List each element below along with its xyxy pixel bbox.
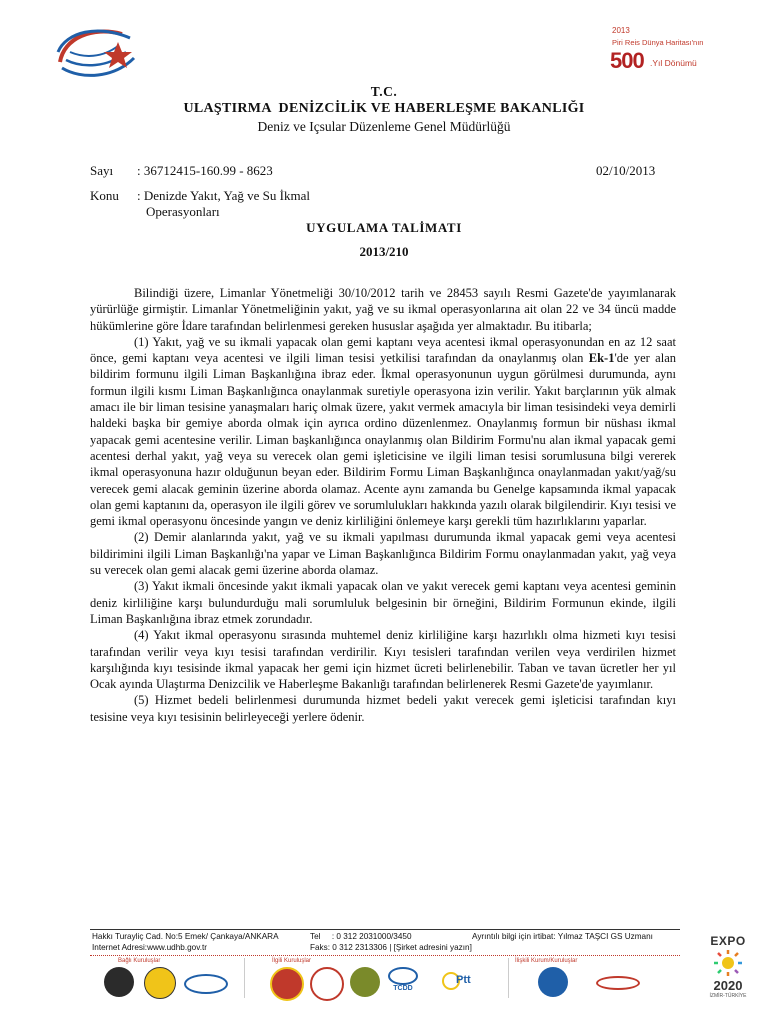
paragraph-1-bold-ek1: Ek-1	[588, 351, 615, 366]
agency-logo-8-icon	[596, 976, 640, 990]
ptt-logo-text: Ptt	[456, 974, 471, 986]
konu-line2: Operasyonları	[146, 204, 220, 219]
anniversary-suffix: .Yıl Dönümü	[650, 58, 697, 68]
group-label-bagli: Bağlı Kuruluşlar	[118, 958, 161, 964]
footer-logo-strip	[90, 955, 680, 1001]
anniversary-year: 2013	[612, 26, 630, 35]
document-title: UYGULAMA TALİMATI	[306, 220, 462, 235]
expo-2020-logo	[698, 934, 758, 1016]
agency-logo-6-icon	[350, 967, 380, 997]
expo-sun-icon	[708, 948, 748, 978]
agency-logo-3-icon	[184, 974, 228, 994]
agency-logo-7-icon	[538, 967, 568, 997]
footer-web: Internet Adresi:www.udhb.gov.tr	[92, 943, 207, 952]
document-date: 02/10/2013	[596, 163, 656, 178]
document-body	[90, 285, 676, 725]
konu-label: Konu	[90, 188, 119, 203]
sayi-value: : 36712415-160.99 - 8623	[137, 163, 273, 178]
paragraph-3: (3) Yakıt ikmali öncesinde yakıt ikmali yapacak olan ve yakıt verecek gemi kaptanı veya acentesi geminin deniz kirliliğine karşı bulundurduğu mali sorumluluk belgesinin bir örneğini, Bildirim Formunun ekinde, ilgili Liman Başkanlığına ibraz etmek zorundadır.	[90, 579, 676, 626]
footer-divider	[90, 929, 680, 930]
expo-year: 2020	[713, 978, 743, 993]
paragraph-5: (5) Hizmet bedeli belirlenmesi durumunda hizmet bedeli yakıt verecek gemi işleticisi tarafından kıyı tesisine veya kıyı tesisinin belirleyeceği yerlere ödenir.	[90, 693, 676, 724]
anniversary-line1: Piri Reis Dünya Haritası'nın	[612, 38, 704, 47]
agency-logo-2-icon	[144, 967, 176, 999]
footer-fax: Faks: 0 312 2313306 | [Şirket adresini yazın]	[310, 943, 472, 952]
paragraph-intro: Bilindiği üzere, Limanlar Yönetmeliği 30/10/2012 tarih ve 28453 sayılı Resmi Gazete'de yayımlanarak yürürlüğe girmiştir. Limanlar Yönetmeliğinin yakıt, yağ ve su ikmal operasyonlarına ait olan 22 ve 34 üncü madde hükümlerine göre İdare tarafından belirlenmesi gereken hususlar aşağıda yer almaktadır. Bu itibarla;	[90, 286, 676, 333]
ptt-logo	[442, 970, 482, 994]
ministry-name: ULAŞTIRMA DENİZCİLİK VE HABERLEŞME BAKANLIĞI	[183, 101, 585, 116]
group-label-ilgili: İlgili Kuruluşlar	[272, 958, 312, 964]
document-number: 2013/210	[359, 244, 409, 259]
anniversary-badge	[580, 22, 710, 82]
footer-address: Hakkı Turayliç Cad. No:5 Emek/ Çankaya/ANKARA	[92, 932, 279, 941]
footer-contact: Ayrıntılı bilgi için irtibat: Yılmaz TAŞCI GS Uzmanı	[472, 932, 653, 941]
paragraph-1	[90, 334, 676, 530]
group-label-iliskili: İlişkili Kurum/Kuruluşlar	[515, 958, 578, 964]
tcdd-logo-text: TCDD	[393, 985, 413, 992]
expo-city: İZMİR-TÜRKİYE	[709, 993, 747, 999]
paragraph-2: (2) Demir alanlarında yakıt, yağ ve su ikmali yapılması durumunda ikmal yapacak gemi veya acentesi bildirimini ilgili Liman Başkanlığı'na yapar ve Liman Başkanlığınca Bildirim Formu onaylanmadan yakıt, yağ veya su verecek olan gemi alacak gemi üzerine aborda olamaz.	[90, 530, 676, 578]
ministry-logo	[52, 22, 142, 84]
anniversary-500: 500	[610, 48, 644, 73]
paragraph-4: (4) Yakıt ikmal operasyonu sırasında muhtemel deniz kirliliğine karşı hazırlıklı olma hizmeti kıyı tesisi tarafından verilir veya kıyı tesisi tarafından verdirilir. Kıyı tesisleri tarafından verilen veya verdirilen hizmet karşılığında kıyı tesisinde ikmal yapacak her gemi için hizmet ücreti belirlenebilir. Taban ve tavan ücretler her yıl Ocak ayında Ulaştırma Denizcilik ve Haberleşme Bakanlığı tarafından belirlenerek Resmi Gazete'de yayımlanır.	[90, 628, 676, 692]
expo-logo-text: EXPO	[710, 934, 746, 948]
department-name: Deniz ve Içsular Düzenleme Genel Müdürlüğü	[257, 119, 511, 134]
agency-logo-1-icon	[104, 967, 134, 997]
tcdd-logo-mark-icon	[388, 967, 418, 985]
group-separator-1	[244, 958, 245, 998]
group-separator-2	[508, 958, 509, 998]
header-tc: T.C.	[370, 84, 398, 99]
sayi-label: Sayı	[90, 163, 114, 178]
footer-tel: Tel : 0 312 2031000/3450	[310, 932, 412, 941]
paragraph-1-text-b: 'de yer alan bildirim formunu ilgili Liman Başkanlığına ibraz eder. İkmal operasyonunun uygun görülmesi durumunda, aynı formun ilgili kısmı Liman Başkanlığınca onaylanmak suretiyle operasyona izin verilir. Yakıt barçlarının yük almak amacı ile bir liman tesisine yanaşmaları hariç olmak üzere, yakıt vermek amacıyla bir liman tesisindeki veya demirli haldeki başka bir gemiye aborda olmak için ayrıca ordino düzenlenmez. Onaylanmış formun bir nüshası ikmal yapacak gemi acentesine verilir. Liman başkanlığınca onaylanmış olan Bildirim Formu'nu alan ikmal yapacak gemi acentesi derhal yakıt, yağ veya su verecek olan gemi işleticisine ve ilgili liman tesisi sorumlusuna bilgi vererek ikmal operasyonuna hazır olduğunun beyan eder. Bildirim Formu Liman Başkanlığınca onaylanmadan yakıt/yağ/su verecek gemi alacak geminin üzerine aborda olamaz. Acente aynı zamanda bu Genelge kapsamında ikmal yapacak olan gemi kaptanını da, operasyon ile ilgili görev ve sorumlulukları hakkında yazılı olarak bilgilendirir. Kıyı tesisi ve gemi ikmal operasyonu öncesinde yangın ve deniz kirliliğini önlemeye karşı gerekli tüm hazırlıklarını yaparlar.	[90, 351, 676, 529]
agency-logo-4-icon	[270, 967, 304, 1001]
paragraph-1-text-a: (1) Yakıt, yağ ve su ikmali yapacak olan gemi kaptanı veya acentesi ikmal operasyonundan en az 12 saat önce, gemi kaptanı veya acentesi ve ilgili liman tesisi yetkilisi tarafından da onaylanmış olan	[90, 334, 676, 366]
konu-line1: : Denizde Yakıt, Yağ ve Su İkmal	[137, 188, 310, 203]
tcdd-logo	[388, 967, 418, 997]
agency-logo-5-icon	[310, 967, 344, 1001]
